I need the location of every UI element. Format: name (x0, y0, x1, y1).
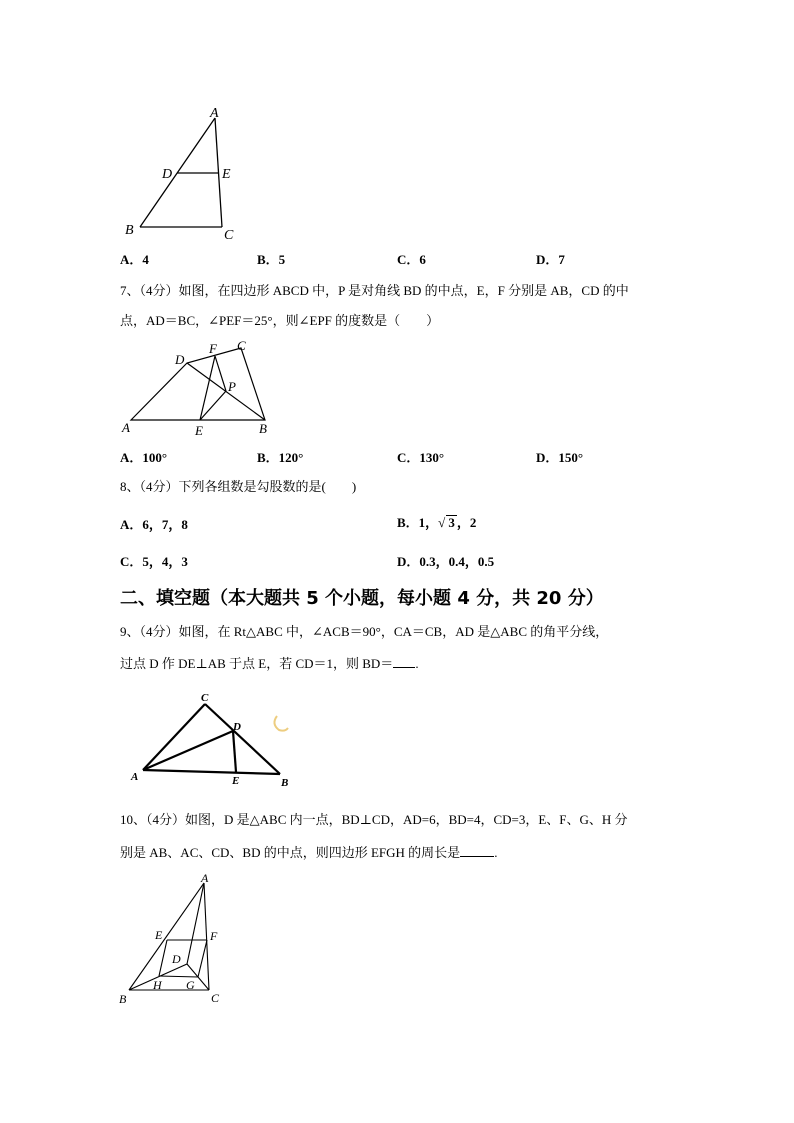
label-f: F (210, 929, 218, 943)
segment-hg (159, 976, 198, 977)
q7-option-c[interactable]: C．130° (397, 450, 445, 465)
q10-text-line1: 10、（4分）如图，D 是△ABC 内一点，BD⊥CD，AD=6，BD=4，CD=3，E、F、G、H 分 (120, 812, 628, 827)
segment-fg (198, 940, 207, 977)
answer-blank[interactable] (460, 844, 494, 857)
q7-text-line1: 7、（4分）如图，在四边形 ABCD 中，P 是对角线 BD 的中点，E，F 分别是 AB，CD 的中 (120, 283, 629, 298)
q7-option-a[interactable]: A．100° (120, 450, 168, 465)
q10-text-line2 (120, 844, 497, 861)
q8-option-b-prefix: B．1， (397, 515, 439, 530)
q8-option-b[interactable]: B．1，√ 3 ，2 (397, 515, 477, 530)
q8-option-a[interactable]: A．6，7，8 (120, 517, 188, 532)
label-e: E (232, 775, 240, 787)
label-e: E (222, 167, 231, 182)
perpendicular-de (233, 731, 236, 772)
bisector-ad (143, 731, 233, 770)
section-heading: 二、填空题（本大题共 5 个小题，每小题 4 分，共 20 分） (120, 588, 604, 609)
label-c: C (201, 692, 209, 704)
q6-option-d[interactable]: D．7 (536, 252, 565, 267)
q8-option-b-suffix: ，2 (456, 515, 477, 530)
right-triangle-figure (125, 688, 300, 793)
label-a: A (122, 420, 130, 435)
label-a: A (131, 771, 139, 783)
label-b: B (125, 223, 134, 238)
label-e: E (155, 928, 163, 942)
q10-period: . (494, 845, 498, 860)
q6-option-c[interactable]: C．6 (397, 252, 426, 267)
quadrilateral-abcd-figure (115, 335, 285, 440)
label-d: D (233, 721, 241, 733)
side-ab (143, 770, 280, 774)
side-ac (143, 704, 205, 770)
q9-text-line1: 9、（4分）如图，在 Rt△ABC 中，∠ACB＝90°，CA＝CB，AD 是△ABC 的角平分线， (120, 624, 609, 639)
label-b: B (259, 421, 267, 436)
quadrilateral-abcd (131, 348, 265, 420)
label-p: P (228, 379, 236, 394)
triangle-de-figure (115, 100, 255, 245)
q6-option-a[interactable]: A．4 (120, 252, 149, 267)
q7-text-line2: 点，AD＝BC，∠PEF＝25°，则∠EPF 的度数是（ ） (120, 313, 440, 328)
label-c: C (237, 338, 246, 353)
label-a: A (201, 871, 209, 885)
label-a: A (210, 106, 219, 121)
label-h: H (153, 978, 162, 992)
label-g: G (186, 978, 195, 992)
label-b: B (281, 777, 289, 789)
q7-option-d[interactable]: D．150° (536, 450, 584, 465)
q9-period: . (415, 656, 419, 671)
q9-text-line2-main: 过点 D 作 DE⊥AB 于点 E，若 CD＝1，则 BD＝ (120, 656, 394, 671)
sqrt-radicand: 3 (448, 515, 455, 530)
label-f: F (209, 341, 217, 356)
q8-option-c[interactable]: C．5，4，3 (120, 554, 188, 569)
triangle-efgh-figure (115, 868, 235, 1008)
label-e: E (195, 423, 203, 438)
q6-option-b[interactable]: B．5 (257, 252, 286, 267)
q8-text: 8、（4分）下列各组数是勾股数的是( ) (120, 479, 357, 494)
label-d: D (172, 952, 181, 966)
side-ac (204, 883, 209, 990)
segment-fp (215, 356, 226, 391)
label-d: D (175, 352, 185, 367)
label-c: C (211, 991, 220, 1005)
answer-blank[interactable] (393, 655, 415, 668)
q9-text-line2 (120, 655, 419, 672)
label-b: B (119, 992, 127, 1006)
label-c: C (224, 228, 234, 243)
label-d: D (162, 167, 173, 182)
q10-text-line2-main: 别是 AB、AC、CD、BD 的中点，则四边形 EFGH 的周长是 (120, 845, 461, 860)
ink-smudge (274, 716, 288, 731)
q7-option-b[interactable]: B．120° (257, 450, 304, 465)
segment-ef (200, 356, 215, 420)
q8-option-d[interactable]: D．0.3，0.4，0.5 (397, 554, 495, 569)
